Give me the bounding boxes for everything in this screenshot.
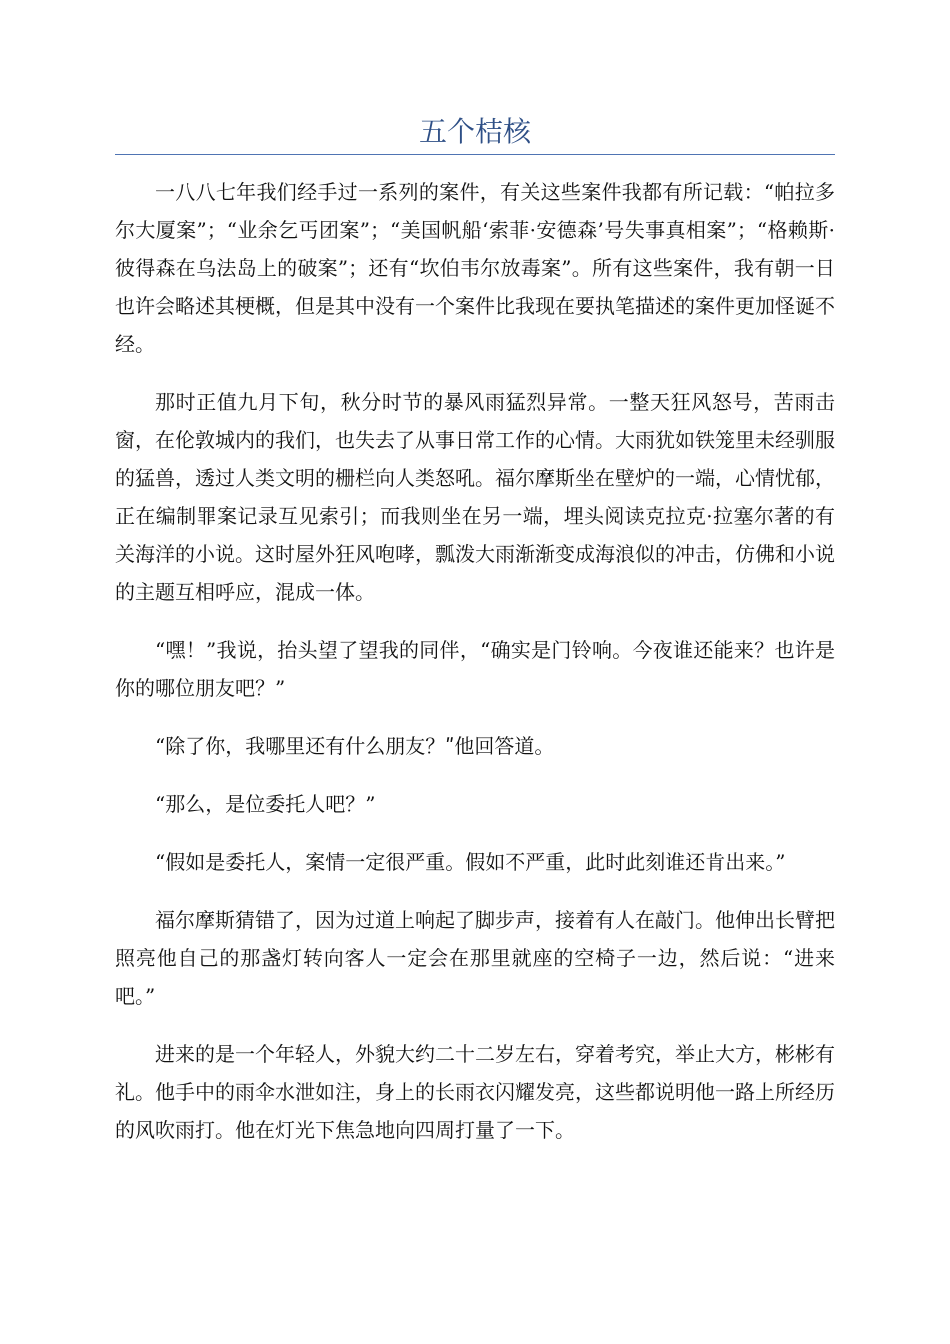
paragraph: 那时正值九月下旬，秋分时节的暴风雨猛烈异常。一整天狂风怒号，苦雨击窗，在伦敦城内的我们，也失去了从事日常工作的心情。大雨犹如铁笼里未经驯服的猛兽，透过人类文明的栅栏向人类怒吼。福尔摩斯坐在壁炉的一端，心情忧郁，正在编制罪案记录互见索引；而我则坐在另一端，埋头阅读克拉克·拉塞尔著的有关海洋的小说。这时屋外狂风咆哮，瓢泼大雨渐渐变成海浪似的冲击，仿佛和小说的主题互相呼应，混成一体。 <box>115 390 835 604</box>
document-body <box>115 173 835 1169</box>
paragraph: “假如是委托人，案情一定很严重。假如不严重，此时此刻谁还肯出来。” <box>155 850 786 874</box>
paragraph: 一八八七年我们经手过一系列的案件，有关这些案件我都有所记载：“帕拉多尔大厦案”；“业余乞丐团案”；“美国帆船‘索菲·安德森’号失事真相案”；“格赖斯·彼得森在乌法岛上的破案”；还有“坎伯韦尔放毒案”。所有这些案件，我有朝一日也许会略述其梗概，但是其中没有一个案件比我现在要执笔描述的案件更加怪诞不经。 <box>115 180 835 356</box>
paragraph: 福尔摩斯猜错了，因为过道上响起了脚步声，接着有人在敲门。他伸出长臂把照亮他自己的那盏灯转向客人一定会在那里就座的空椅子一边，然后说：“进来吧。” <box>115 908 835 1008</box>
paragraph: “除了你，我哪里还有什么朋友？ʺ他回答道。 <box>155 734 555 758</box>
title-underline <box>115 154 835 155</box>
paragraph: 进来的是一个年轻人，外貌大约二十二岁左右，穿着考究，举止大方，彬彬有礼。他手中的雨伞水泄如注，身上的长雨衣闪耀发亮，这些都说明他一路上所经历的风吹雨打。他在灯光下焦急地向四周打量了一下。 <box>115 1042 835 1142</box>
paragraph: “嘿！”我说，抬头望了望我的同伴，“确实是门铃响。今夜谁还能来？也许是你的哪位朋友吧？” <box>115 638 835 700</box>
page-title: 五个桔核 <box>418 115 531 148</box>
paragraph: “那么，是位委托人吧？” <box>155 792 376 816</box>
